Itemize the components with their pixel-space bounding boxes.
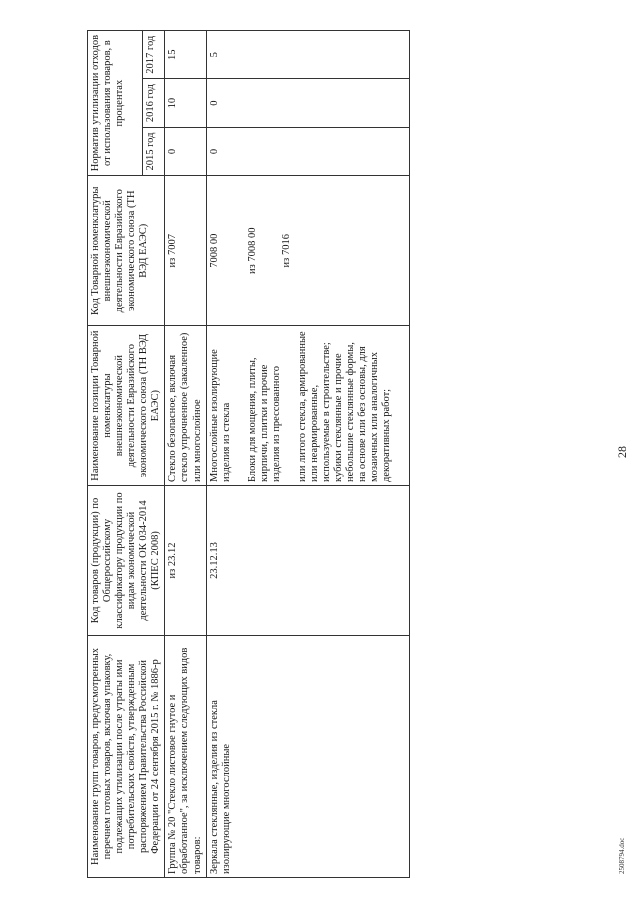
header-recycling-norm: Норматив утилизации отходов от использования товаров, в процентах xyxy=(88,31,143,176)
row2-position-names xyxy=(206,326,410,486)
row2-group-name: Зеркала стеклянные, изделия из стекла изолирующие многослойные xyxy=(206,636,410,878)
row2-item2-name: Блоки для мощения, плиты, кирпичи, плитки и прочие изделия из прессованного xyxy=(246,357,282,482)
row1-tnved-code: из 7007 xyxy=(165,176,206,326)
header-tnved-name: Наименование позиции Товарной номенклатуры внешнеэкономической деятельности Евразийского экономического союза (ТН ВЭД ЕАЭС) xyxy=(88,326,165,486)
row2-item3-name: или литого стекла, армированные или неармированные, используемые в строительстве; кубики стеклянные и прочие небольшие стеклянные формы, на основе или без основы, для мозаичных или аналогичных декоративных работ; xyxy=(296,331,393,482)
row2-value-2017: 5 xyxy=(206,31,410,79)
row1-group-name: Группа № 20 "Стекло листовое гнутое и обработанное", за исключением следующих видов товаров: xyxy=(165,636,206,878)
rotated-page-content xyxy=(22,22,629,882)
header-okpd-code: Код товаров (продукции) по Общероссийскому классификатору продукции по видам экономической деятельности ОК 034-2014 (КПЕС 2008) xyxy=(88,485,165,635)
table-header-row xyxy=(88,31,143,878)
row2-okpd-code: 23.12.13 xyxy=(206,485,410,635)
header-product-group: Наименование групп товаров, предусмотренных перечнем готовых товаров, включая упаковку, подлежащих утилизации после утраты ими потребительских свойств, утвержденным распоряжением Правительства Российской Федерации от 24 сентября 2015 г. № 1886-р xyxy=(88,636,165,878)
row2-tnved-codes xyxy=(206,176,410,326)
row2-item1-code: 7008 00 xyxy=(208,233,220,268)
regulation-table xyxy=(87,30,410,878)
header-year-2017: 2017 год xyxy=(142,31,165,79)
row1-okpd-code: из 23.12 xyxy=(165,485,206,635)
document-code: 2508794.doc xyxy=(618,837,626,874)
table-row xyxy=(165,31,206,878)
header-year-2016: 2016 год xyxy=(142,79,165,127)
row2-value-2016: 0 xyxy=(206,79,410,127)
row2-value-2015: 0 xyxy=(206,127,410,175)
table-row xyxy=(206,31,410,878)
row1-position-name: Стекло безопасное, включая стекло упрочненное (закаленное) или многослойное xyxy=(165,326,206,486)
row1-value-2017: 15 xyxy=(165,31,206,79)
page-number: 28 xyxy=(615,446,629,458)
row1-value-2015: 0 xyxy=(165,127,206,175)
header-year-2015: 2015 год xyxy=(142,127,165,175)
row2-item2-code: из 7008 00 xyxy=(246,227,258,274)
row2-item1-name: Многослойные изолирующие изделия из стекла xyxy=(208,349,232,482)
header-tnved-code: Код Товарной номенклатуры внешнеэкономической деятельности Евразийского экономического союза (ТН ВЭД ЕАЭС) xyxy=(88,176,165,326)
row2-item3-code: из 7016 xyxy=(280,234,292,268)
row1-value-2016: 10 xyxy=(165,79,206,127)
